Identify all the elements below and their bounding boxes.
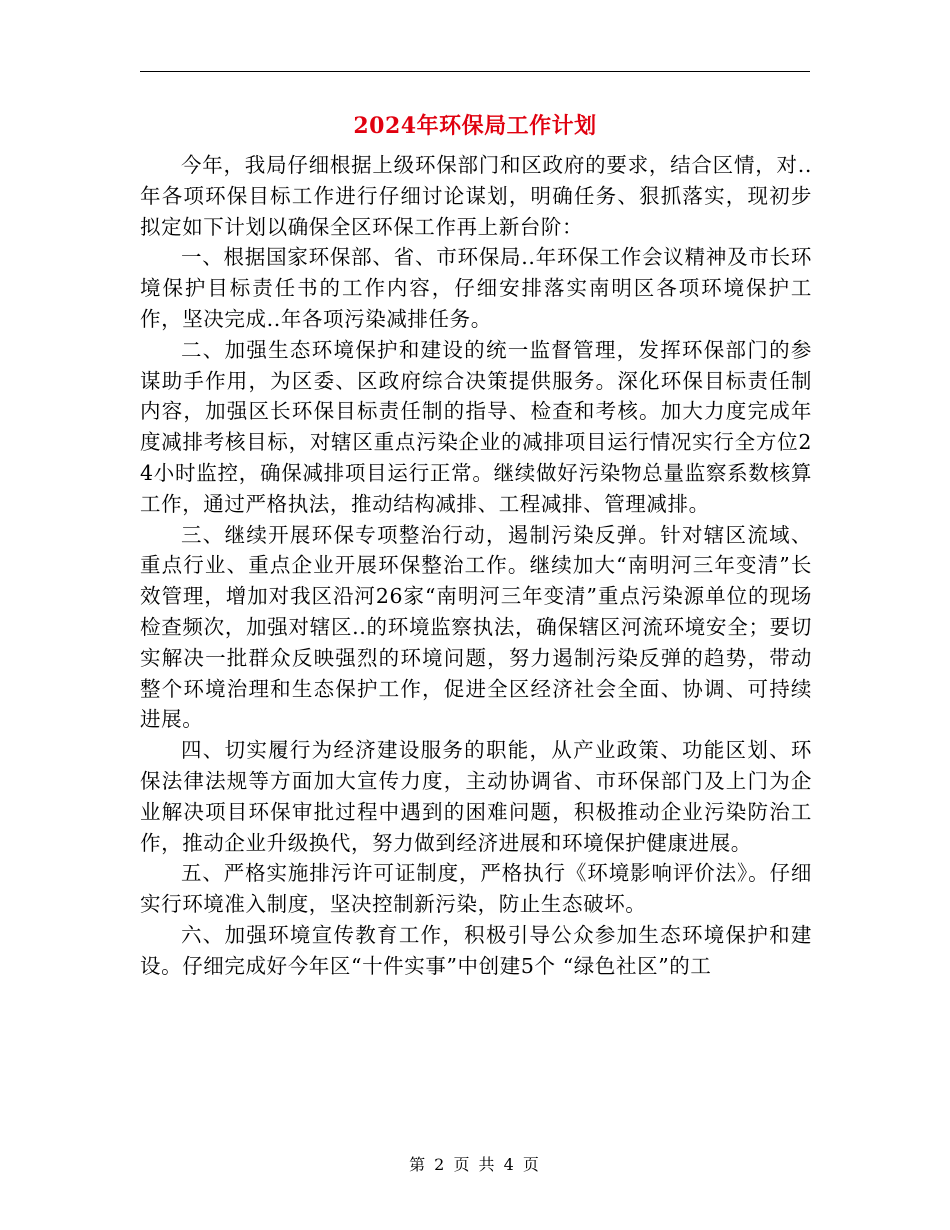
paragraph-5: 五、严格实施排污许可证制度，严格执行《环境影响评价法》。仔细实行环境准入制度，坚决控制新污染，防止生态破坏。	[140, 861, 812, 917]
paragraph-6: 六、加强环境宣传教育工作，积极引导公众参加生态环境保护和建设。仔细完成好今年区“十件实事”中创建5个 “绿色社区”的工	[140, 922, 812, 978]
paragraph-1: 一、根据国家环保部、省、市环保局..年环保工作会议精神及市长环境保护目标责任书的工作内容，仔细安排落实南明区各项环境保护工作，坚决完成..年各项污染减排任务。	[140, 245, 812, 331]
page-number-footer: 第 2 页 共 4 页	[409, 1155, 541, 1174]
header-rule	[140, 71, 810, 72]
paragraph-2: 二、加强生态环境保护和建设的统一监督管理，发挥环保部门的参谋助手作用，为区委、区政府综合决策提供服务。深化环保目标责任制内容，加强区长环保目标责任制的指导、检查和考核。加大力度完成年度减排考核目标，对辖区重点污染企业的减排项目运行情况实行全方位24小时监控，确保减排项目运行正常。继续做好污染物总量监察系数核算工作，通过严格执法，推动结构减排、工程减排、管理减排。	[140, 337, 812, 516]
document-body	[140, 150, 812, 982]
paragraph-intro: 今年，我局仔细根据上级环保部门和区政府的要求，结合区情，对..年各项环保目标工作进行仔细讨论谋划，明确任务、狠抓落实，现初步拟定如下计划以确保全区环保工作再上新台阶：	[140, 153, 812, 239]
document-title: 2024年环保局工作计划	[353, 113, 597, 139]
paragraph-3: 三、继续开展环保专项整治行动，遏制污染反弹。针对辖区流域、重点行业、重点企业开展环保整治工作。继续加大“南明河三年变清”长效管理，增加对我区沿河26家“南明河三年变清”重点污染源单位的现场检查频次，加强对辖区..的环境监察执法，确保辖区河流环境安全；要切实解决一批群众反映强烈的环境问题，努力遏制污染反弹的趋势，带动整个环境治理和生态保护工作，促进全区经济社会全面、协调、可持续进展。	[140, 522, 812, 732]
paragraph-4: 四、切实履行为经济建设服务的职能，从产业政策、功能区划、环保法律法规等方面加大宣传力度，主动协调省、市环保部门及上门为企业解决项目环保审批过程中遇到的困难问题，积极推动企业污染防治工作，推动企业升级换代，努力做到经济进展和环境保护健康进展。	[140, 738, 812, 855]
